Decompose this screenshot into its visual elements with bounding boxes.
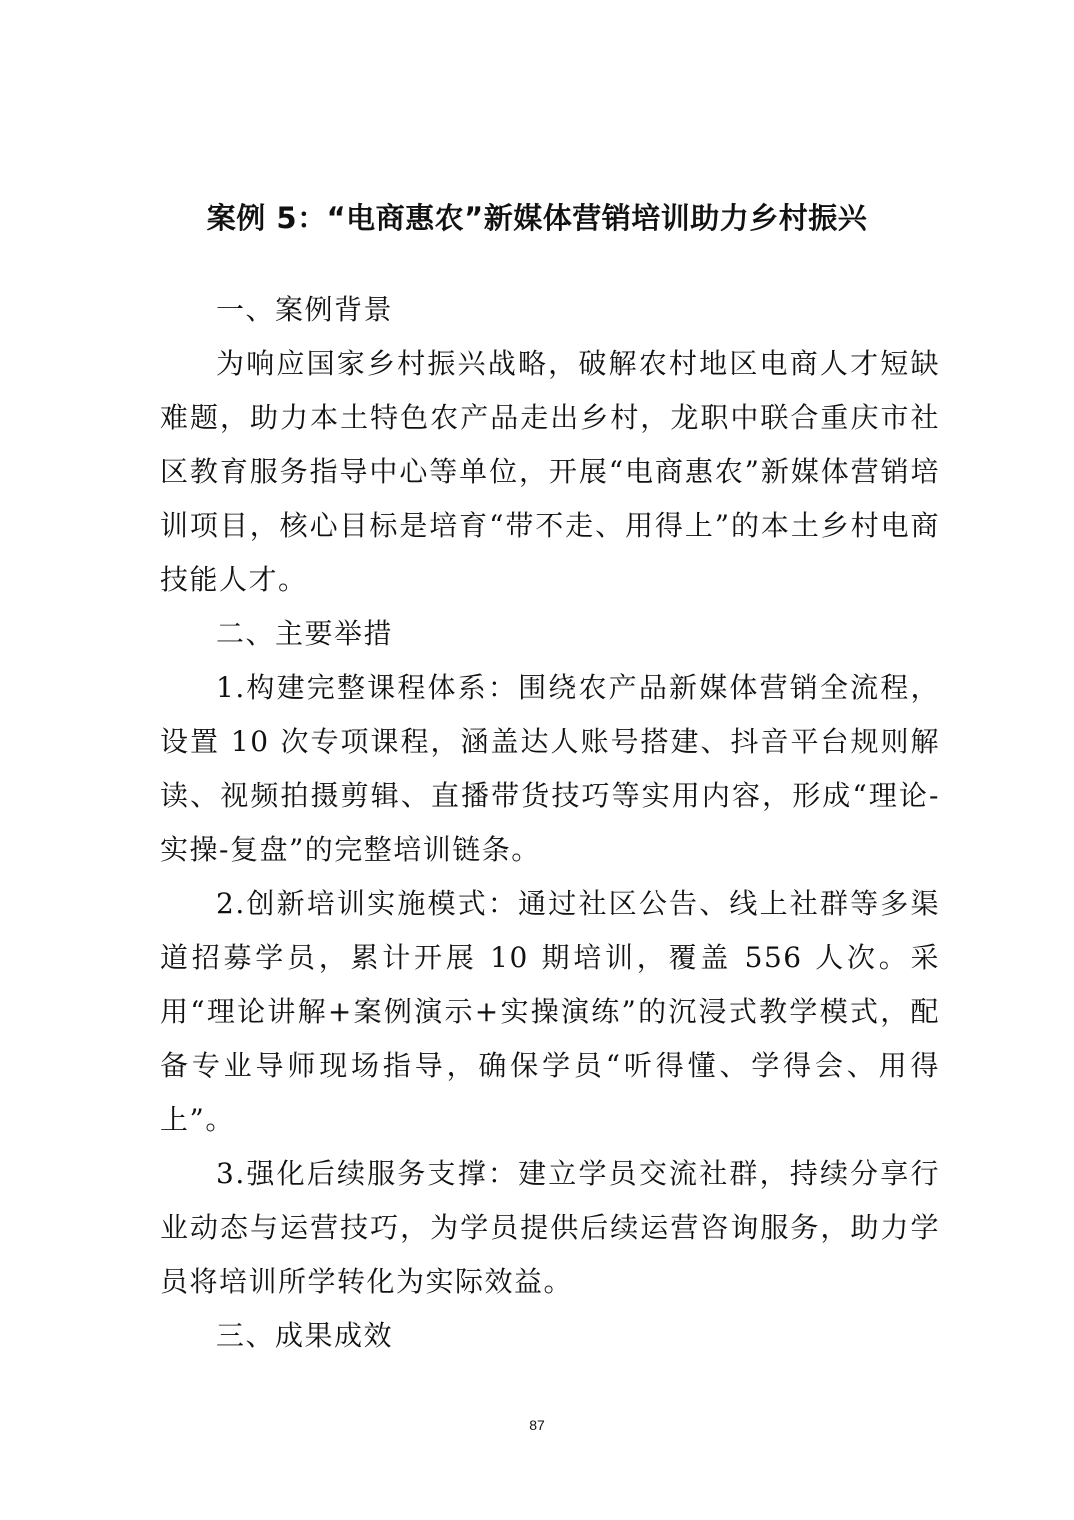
background-paragraph: 为响应国家乡村振兴战略，破解农村地区电商人才短缺难题，助力本土特色农产品走出乡村，龙职中联合重庆市社区教育服务指导中心等单位，开展“电商惠农”新媒体营销培训项目，核心目标是培育“带不走、用得上”的本土乡村电商技能人才。	[160, 347, 940, 596]
document-title: 案例 5：“电商惠农”新媒体营销培训助力乡村振兴	[206, 201, 868, 235]
document-body	[160, 283, 940, 1363]
measure-paragraph-1: 1.构建完整课程体系：围绕农产品新媒体营销全流程，设置 10 次专项课程，涵盖达人账号搭建、抖音平台规则解读、视频拍摄剪辑、直播带货技巧等实用内容，形成“理论-实操-复盘”的完整培训链条。	[160, 671, 940, 866]
section-heading-results: 三、成果成效	[216, 1319, 394, 1352]
measure-paragraph-3: 3.强化后续服务支撑：建立学员交流社群，持续分享行业动态与运营技巧，为学员提供后续运营咨询服务，助力学员将培训所学转化为实际效益。	[160, 1157, 940, 1298]
page-number: 87	[529, 1417, 545, 1433]
section-heading-measures: 二、主要举措	[216, 617, 394, 650]
section-heading-background: 一、案例背景	[216, 293, 394, 326]
measure-paragraph-2: 2.创新培训实施模式：通过社区公告、线上社群等多渠道招募学员，累计开展 10 期培训，覆盖 556 人次。采用“理论讲解+案例演示+实操演练”的沉浸式教学模式，配备专业导师现场指导，确保学员“听得懂、学得会、用得上”。	[160, 887, 940, 1136]
